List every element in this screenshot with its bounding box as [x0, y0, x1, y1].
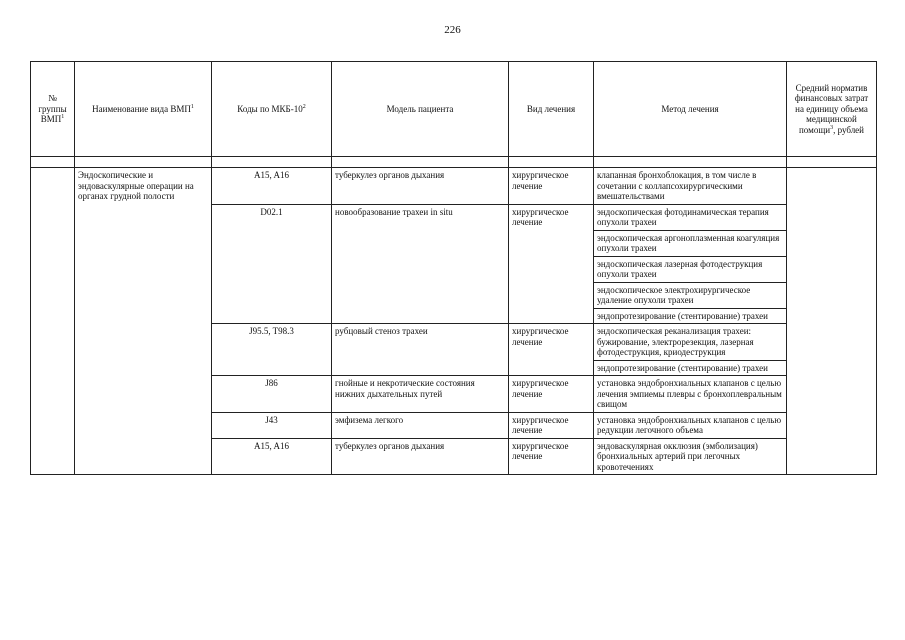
vmp-name-cell: Эндоскопические и эндоваскулярные операции на органах грудной полости: [75, 168, 212, 475]
vmp-table: [30, 61, 877, 475]
method-cell: установка эндобронхиальных клапанов с целью лечения эмпиемы плевры с бронхоплевральным свищом: [594, 376, 787, 413]
code-cell: J43: [212, 412, 332, 438]
method-cell: эндоскопическая аргоноплазменная коагуляция опухоли трахеи: [594, 230, 787, 256]
method-cell: клапанная бронхоблокация, в том числе в сочетании с коллапсохирургическими вмешательствами: [594, 168, 787, 205]
cost-cell: [787, 168, 877, 475]
header-group-no: № группы ВМП$^1$: [31, 62, 75, 157]
model-cell: эмфизема легкого: [332, 412, 509, 438]
code-cell: J95.5, T98.3: [212, 324, 332, 376]
model-cell: новообразование трахеи in situ: [332, 204, 509, 324]
type-cell: хирургическое лечение: [509, 412, 594, 438]
header-patient-model: Модель пациента: [332, 62, 509, 157]
model-cell: рубцовый стеноз трахеи: [332, 324, 509, 376]
header-treatment-method: Метод лечения: [594, 62, 787, 157]
header-icd-codes: Коды по МКБ-$10^2$: [212, 62, 332, 157]
code-cell: J86: [212, 376, 332, 413]
model-cell: туберкулез органов дыхания: [332, 168, 509, 205]
model-cell: гнойные и некротические состояния нижних дыхательных путей: [332, 376, 509, 413]
header-vmp-name: Наименование вида ВМП$^1$: [75, 62, 212, 157]
table-row: [31, 168, 877, 205]
page-number: 226: [444, 24, 461, 36]
method-cell: эндопротезирование (стентирование) трахеи: [594, 360, 787, 376]
type-cell: хирургическое лечение: [509, 168, 594, 205]
method-cell: эндоваскулярная окклюзия (эмболизация) бронхиальных артерий при легочных кровотечениях: [594, 438, 787, 475]
type-cell: хирургическое лечение: [509, 376, 594, 413]
method-cell: эндоскопическая реканализация трахеи: бужирование, электрорезекция, лазерная фотодеструкция, криодеструкция: [594, 324, 787, 361]
type-cell: хирургическое лечение: [509, 438, 594, 475]
method-cell: эндопротезирование (стентирование) трахеи: [594, 308, 787, 324]
method-cell: эндоскопическое электрохирургическое удаление опухоли трахеи: [594, 282, 787, 308]
type-cell: хирургическое лечение: [509, 204, 594, 324]
method-cell: установка эндобронхиальных клапанов с целью редукции легочного объема: [594, 412, 787, 438]
code-cell: A15, A16: [212, 438, 332, 475]
code-cell: D02.1: [212, 204, 332, 324]
header-row: [31, 62, 877, 157]
group-no-cell: [31, 168, 75, 475]
code-cell: A15, A16: [212, 168, 332, 205]
method-cell: эндоскопическая фотодинамическая терапия опухоли трахеи: [594, 204, 787, 230]
type-cell: хирургическое лечение: [509, 324, 594, 376]
spacer-row: [31, 157, 877, 168]
method-cell: эндоскопическая лазерная фотодеструкция опухоли трахеи: [594, 256, 787, 282]
header-cost: Средний норматив финансовых затрат на единицу объема медицинской помощи$^3$, рублей: [787, 62, 877, 157]
model-cell: туберкулез органов дыхания: [332, 438, 509, 475]
header-treatment-type: Вид лечения: [509, 62, 594, 157]
